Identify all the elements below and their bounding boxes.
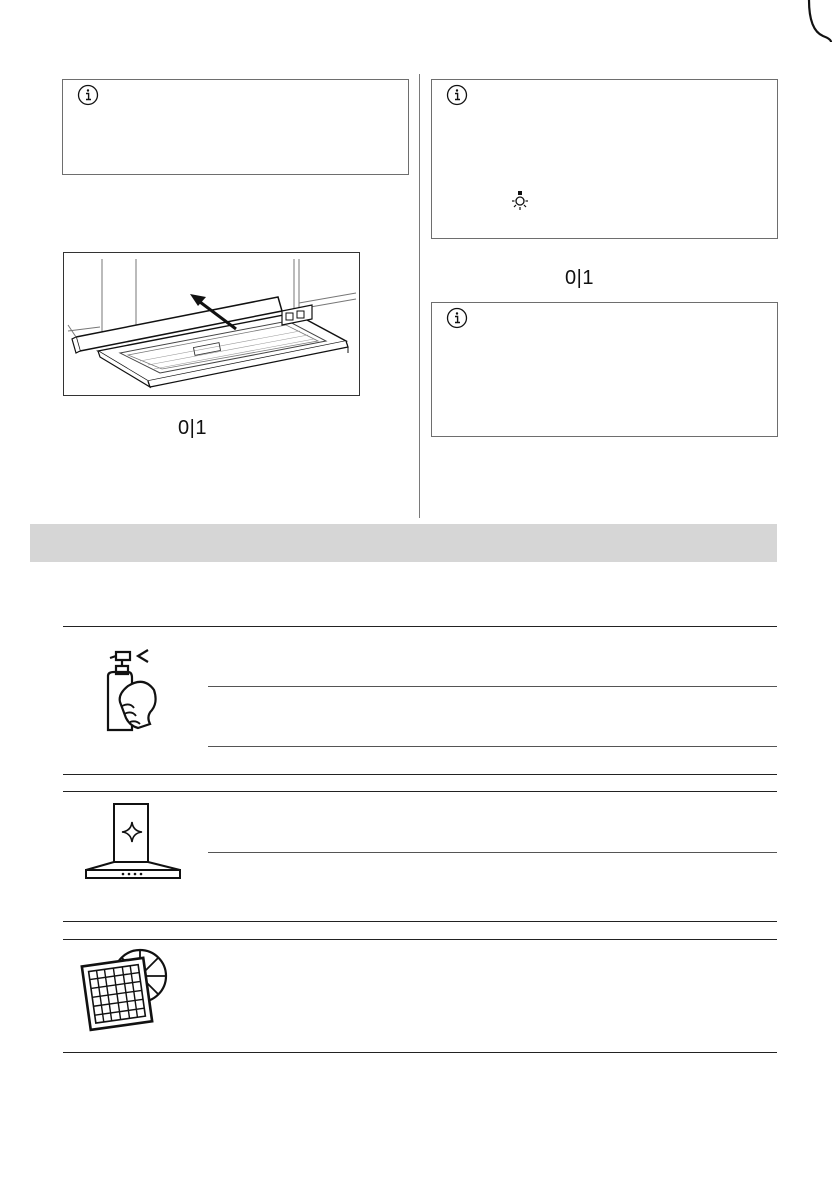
info-box-right-bottom (431, 302, 778, 437)
info-icon (446, 307, 468, 329)
page-corner-mark-icon (803, 0, 833, 42)
table-rule (63, 939, 777, 940)
section-header (30, 524, 777, 562)
table-rule (208, 746, 777, 747)
extractor-hood-pull-out-icon (64, 253, 359, 395)
column-divider (419, 74, 420, 518)
table-rule (63, 1052, 777, 1053)
power-symbol-left: 0|1 (178, 417, 207, 439)
table-rule (63, 791, 777, 792)
spray-cleaning-icon (100, 646, 170, 734)
hood-illustration (63, 252, 360, 396)
table-rule (208, 686, 777, 687)
table-rule (208, 852, 777, 853)
grease-filter-icon (80, 946, 176, 1032)
table-rule (63, 774, 777, 775)
info-box-right-top (431, 79, 778, 239)
table-rule (63, 921, 777, 922)
table-rule (63, 626, 777, 627)
light-bulb-icon (509, 190, 531, 214)
clean-hood-surface-icon (84, 802, 182, 880)
info-icon (77, 84, 99, 106)
info-box-left (62, 79, 409, 175)
power-symbol-right: 0|1 (565, 267, 594, 289)
info-icon (446, 84, 468, 106)
